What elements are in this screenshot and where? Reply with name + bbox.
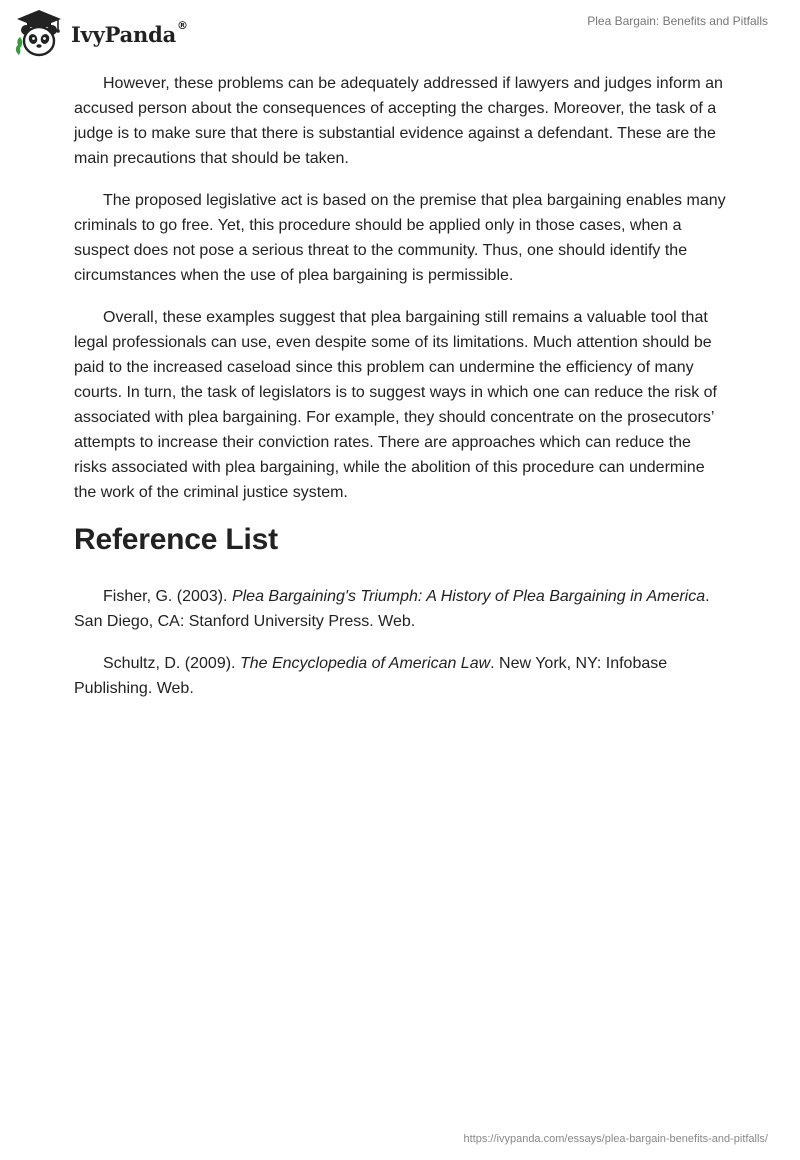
reference-list-heading: Reference List <box>74 523 278 556</box>
source-url-link[interactable]: https://ivypanda.com/essays/plea-bargain-benefits-and-pitfalls/ <box>463 1133 768 1145</box>
reference-publisher: . San Diego, CA: Stanford University Press. Web. <box>74 588 710 630</box>
body-paragraph: Overall, these examples suggest that plea bargaining still remains a valuable tool that legal professionals can use, even despite some of its limitations. Much attention should be paid to the increased caseload since this problem can undermine the efficiency of many courts. In turn, the task of legislators is to suggest ways in which one can reduce the risk of associated with plea bargaining. For example, they should concentrate on the prosecutors’ attempts to increase their conviction rates. There are approaches which can reduce the risks associated with plea bargaining, while the abolition of this procedure can undermine the work of the criminal justice system. <box>74 309 717 501</box>
reference-item <box>74 584 726 634</box>
reference-title: Plea Bargaining's Triumph: A History of Plea Bargaining in America <box>231 588 706 605</box>
essay-content <box>74 71 726 718</box>
panda-graduate-icon <box>14 8 64 58</box>
body-paragraph: The proposed legislative act is based on the premise that plea bargaining enables many criminals to go free. Yet, this procedure should be applied only in those cases, when a suspect does not pose a serious threat to the community. Thus, one should identify the circumstances when the use of plea bargaining is permissible. <box>74 192 726 284</box>
reference-publisher: . New York, NY: Infobase Publishing. Web. <box>74 655 668 697</box>
brand-name: IvyPanda® <box>71 18 188 47</box>
reference-title: The Encyclopedia of American Law <box>239 655 491 672</box>
reference-author-date: Schultz, D. (2009). <box>103 655 240 672</box>
body-paragraph: However, these problems can be adequately addressed if lawyers and judges inform an accused person about the consequences of accepting the charges. Moreover, the task of a judge is to make sure that there is substantial evidence against a defendant. These are the main precautions that should be taken. <box>74 75 723 167</box>
ivypanda-logo[interactable] <box>14 8 188 58</box>
page-header <box>0 0 800 64</box>
registered-mark: ® <box>177 18 188 32</box>
reference-item <box>74 651 726 701</box>
reference-list <box>74 584 726 701</box>
reference-author-date: Fisher, G. (2003). <box>103 588 232 605</box>
document-title: Plea Bargain: Benefits and Pitfalls <box>587 14 768 28</box>
